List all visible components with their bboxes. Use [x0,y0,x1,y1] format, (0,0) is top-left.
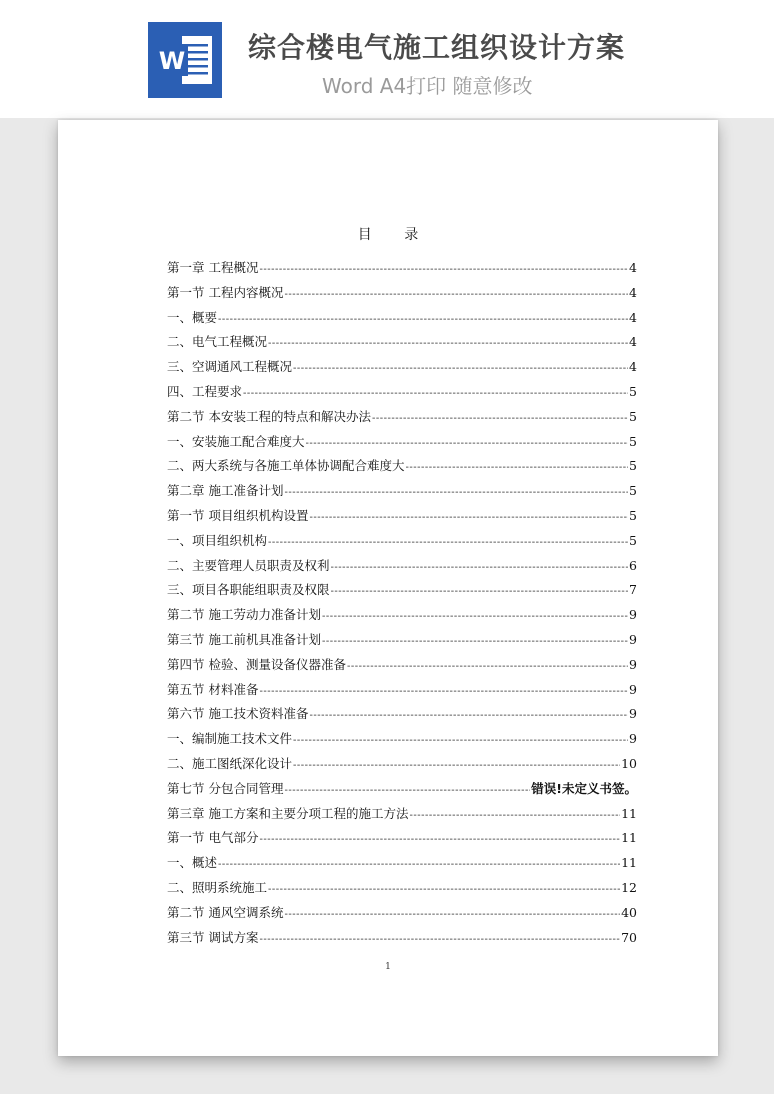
toc-dot-leader [293,735,628,746]
toc-dot-leader [218,314,628,325]
toc-entry[interactable] [167,853,637,878]
word-icon-letter: W [158,47,186,75]
toc-dot-leader [306,438,629,449]
toc-entry[interactable] [167,332,637,357]
toc-dot-leader [284,487,628,498]
toc-entry-title: 一、编制施工技术文件 [167,731,293,747]
toc-dot-leader [268,884,620,895]
toc-heading: 目 录 [357,227,433,243]
toc-entry[interactable] [167,308,637,333]
toc-entry[interactable] [167,928,637,953]
toc-entry-title: 第二节 本安装工程的特点和解决办法 [167,408,371,424]
toc-entry-page: 11 [621,830,637,846]
toc-dot-leader [322,611,628,622]
toc-entry[interactable] [167,407,637,432]
toc-entry[interactable] [167,481,637,506]
toc-entry-page: 11 [621,855,637,871]
toc-dot-leader [347,661,628,672]
page-title: 综合楼电气施工组织设计方案 [248,31,626,64]
toc-entry[interactable] [167,357,637,382]
toc-entry[interactable] [167,704,637,729]
toc-dot-leader [243,388,628,399]
toc-entry-page: 5 [629,458,637,474]
page-number: 1 [385,962,391,972]
toc-entry-title: 二、施工图纸深化设计 [167,755,293,771]
toc-entry-page: 4 [629,334,637,350]
toc-entry[interactable] [167,903,637,928]
toc-entry-page: 11 [621,805,637,821]
toc-dot-leader [284,909,620,920]
toc-entry-title: 三、空调通风工程概况 [167,359,293,375]
toc-entry-page: 40 [621,904,637,920]
toc-entry-page: 4 [629,309,637,325]
toc-entry[interactable] [167,878,637,903]
toc-entry-title: 第一节 项目组织机构设置 [167,507,309,523]
toc-entry[interactable] [167,779,637,804]
toc-entry-page: 9 [629,607,637,623]
toc-entry-page: 5 [629,383,637,399]
toc-entry-page: 9 [629,656,637,672]
toc-entry-page: 4 [629,284,637,300]
toc-entry[interactable] [167,828,637,853]
toc-dot-leader [284,289,628,300]
toc-entry-title: 第五节 材料准备 [167,681,259,697]
toc-entry[interactable] [167,605,637,630]
toc-entry-title: 第四节 检验、测量设备仪器准备 [167,656,346,672]
document-page [58,120,718,1056]
toc-entry-title: 第二节 通风空调系统 [167,904,284,920]
toc-entry-title: 第一节 工程内容概况 [167,284,284,300]
toc-entry[interactable] [167,432,637,457]
toc-entry-page: 7 [629,582,637,598]
toc-entry-page: 4 [629,359,637,375]
toc-dot-leader [293,760,620,771]
toc-entry-page: 9 [629,731,637,747]
toc-entry[interactable] [167,531,637,556]
toc-entry-title: 第三节 调试方案 [167,929,259,945]
toc-entry[interactable] [167,580,637,605]
toc-entry-title: 三、项目各职能组职责及权限 [167,582,330,598]
toc-dot-leader [284,785,530,796]
word-document-icon [148,22,222,98]
page-subtitle: Word A4打印 随意修改 [322,74,533,98]
toc-entry[interactable] [167,729,637,754]
toc-entry-title: 二、照明系统施工 [167,879,268,895]
toc-entry[interactable] [167,283,637,308]
toc-dot-leader [268,537,628,548]
toc-entry-page: 10 [621,755,637,771]
toc-dot-leader [331,586,629,597]
toc-entry[interactable] [167,655,637,680]
toc-entry[interactable] [167,456,637,481]
toc-entry-title: 二、电气工程概况 [167,334,268,350]
toc-dot-leader [372,413,628,424]
toc-entry-title: 二、主要管理人员职责及权利 [167,557,330,573]
toc-entry-page: 5 [629,483,637,499]
toc-dot-leader [218,859,620,870]
toc-entry-page: 5 [629,532,637,548]
toc-entry-title: 第一节 电气部分 [167,830,259,846]
table-of-contents [167,258,637,952]
toc-entry-title: 四、工程要求 [167,383,243,399]
toc-entry-title: 第三章 施工方案和主要分项工程的施工方法 [167,805,409,821]
toc-entry-title: 第二章 施工准备计划 [167,483,284,499]
toc-entry-title: 二、两大系统与各施工单体协调配合难度大 [167,458,405,474]
toc-dot-leader [331,562,629,573]
toc-entry-page: 6 [629,557,637,573]
toc-entry-page: 错误!未定义书签。 [531,780,637,796]
toc-entry-page: 9 [629,706,637,722]
toc-entry-page: 9 [629,681,637,697]
toc-dot-leader [259,686,628,697]
toc-dot-leader [309,512,628,523]
toc-entry-page: 5 [629,408,637,424]
toc-entry[interactable] [167,754,637,779]
toc-entry[interactable] [167,258,637,283]
header-banner [0,0,774,118]
toc-entry[interactable] [167,506,637,531]
toc-entry-page: 9 [629,631,637,647]
toc-entry-title: 第二节 施工劳动力准备计划 [167,607,321,623]
toc-dot-leader [406,462,629,473]
toc-dot-leader [409,810,620,821]
toc-dot-leader [309,710,628,721]
toc-entry-title: 第七节 分包合同管理 [167,780,284,796]
toc-dot-leader [268,338,628,349]
toc-entry-title: 一、项目组织机构 [167,532,268,548]
toc-entry[interactable] [167,556,637,581]
toc-dot-leader [322,636,628,647]
toc-entry-title: 一、概述 [167,855,218,871]
toc-entry-page: 5 [629,433,637,449]
toc-dot-leader [259,264,628,275]
toc-entry-title: 第三节 施工前机具准备计划 [167,631,321,647]
toc-entry-title: 第六节 施工技术资料准备 [167,706,309,722]
toc-entry[interactable] [167,382,637,407]
toc-entry[interactable] [167,804,637,829]
toc-entry-title: 第一章 工程概况 [167,260,259,275]
toc-entry-title: 一、安装施工配合难度大 [167,433,305,449]
toc-dot-leader [293,363,628,374]
toc-entry[interactable] [167,680,637,705]
toc-entry-page: 4 [629,260,637,275]
toc-entry-title: 一、概要 [167,309,218,325]
toc-dot-leader [259,934,620,945]
toc-entry[interactable] [167,630,637,655]
toc-dot-leader [259,834,620,845]
toc-entry-page: 12 [621,879,637,895]
toc-entry-page: 5 [629,507,637,523]
toc-entry-page: 70 [621,929,637,945]
